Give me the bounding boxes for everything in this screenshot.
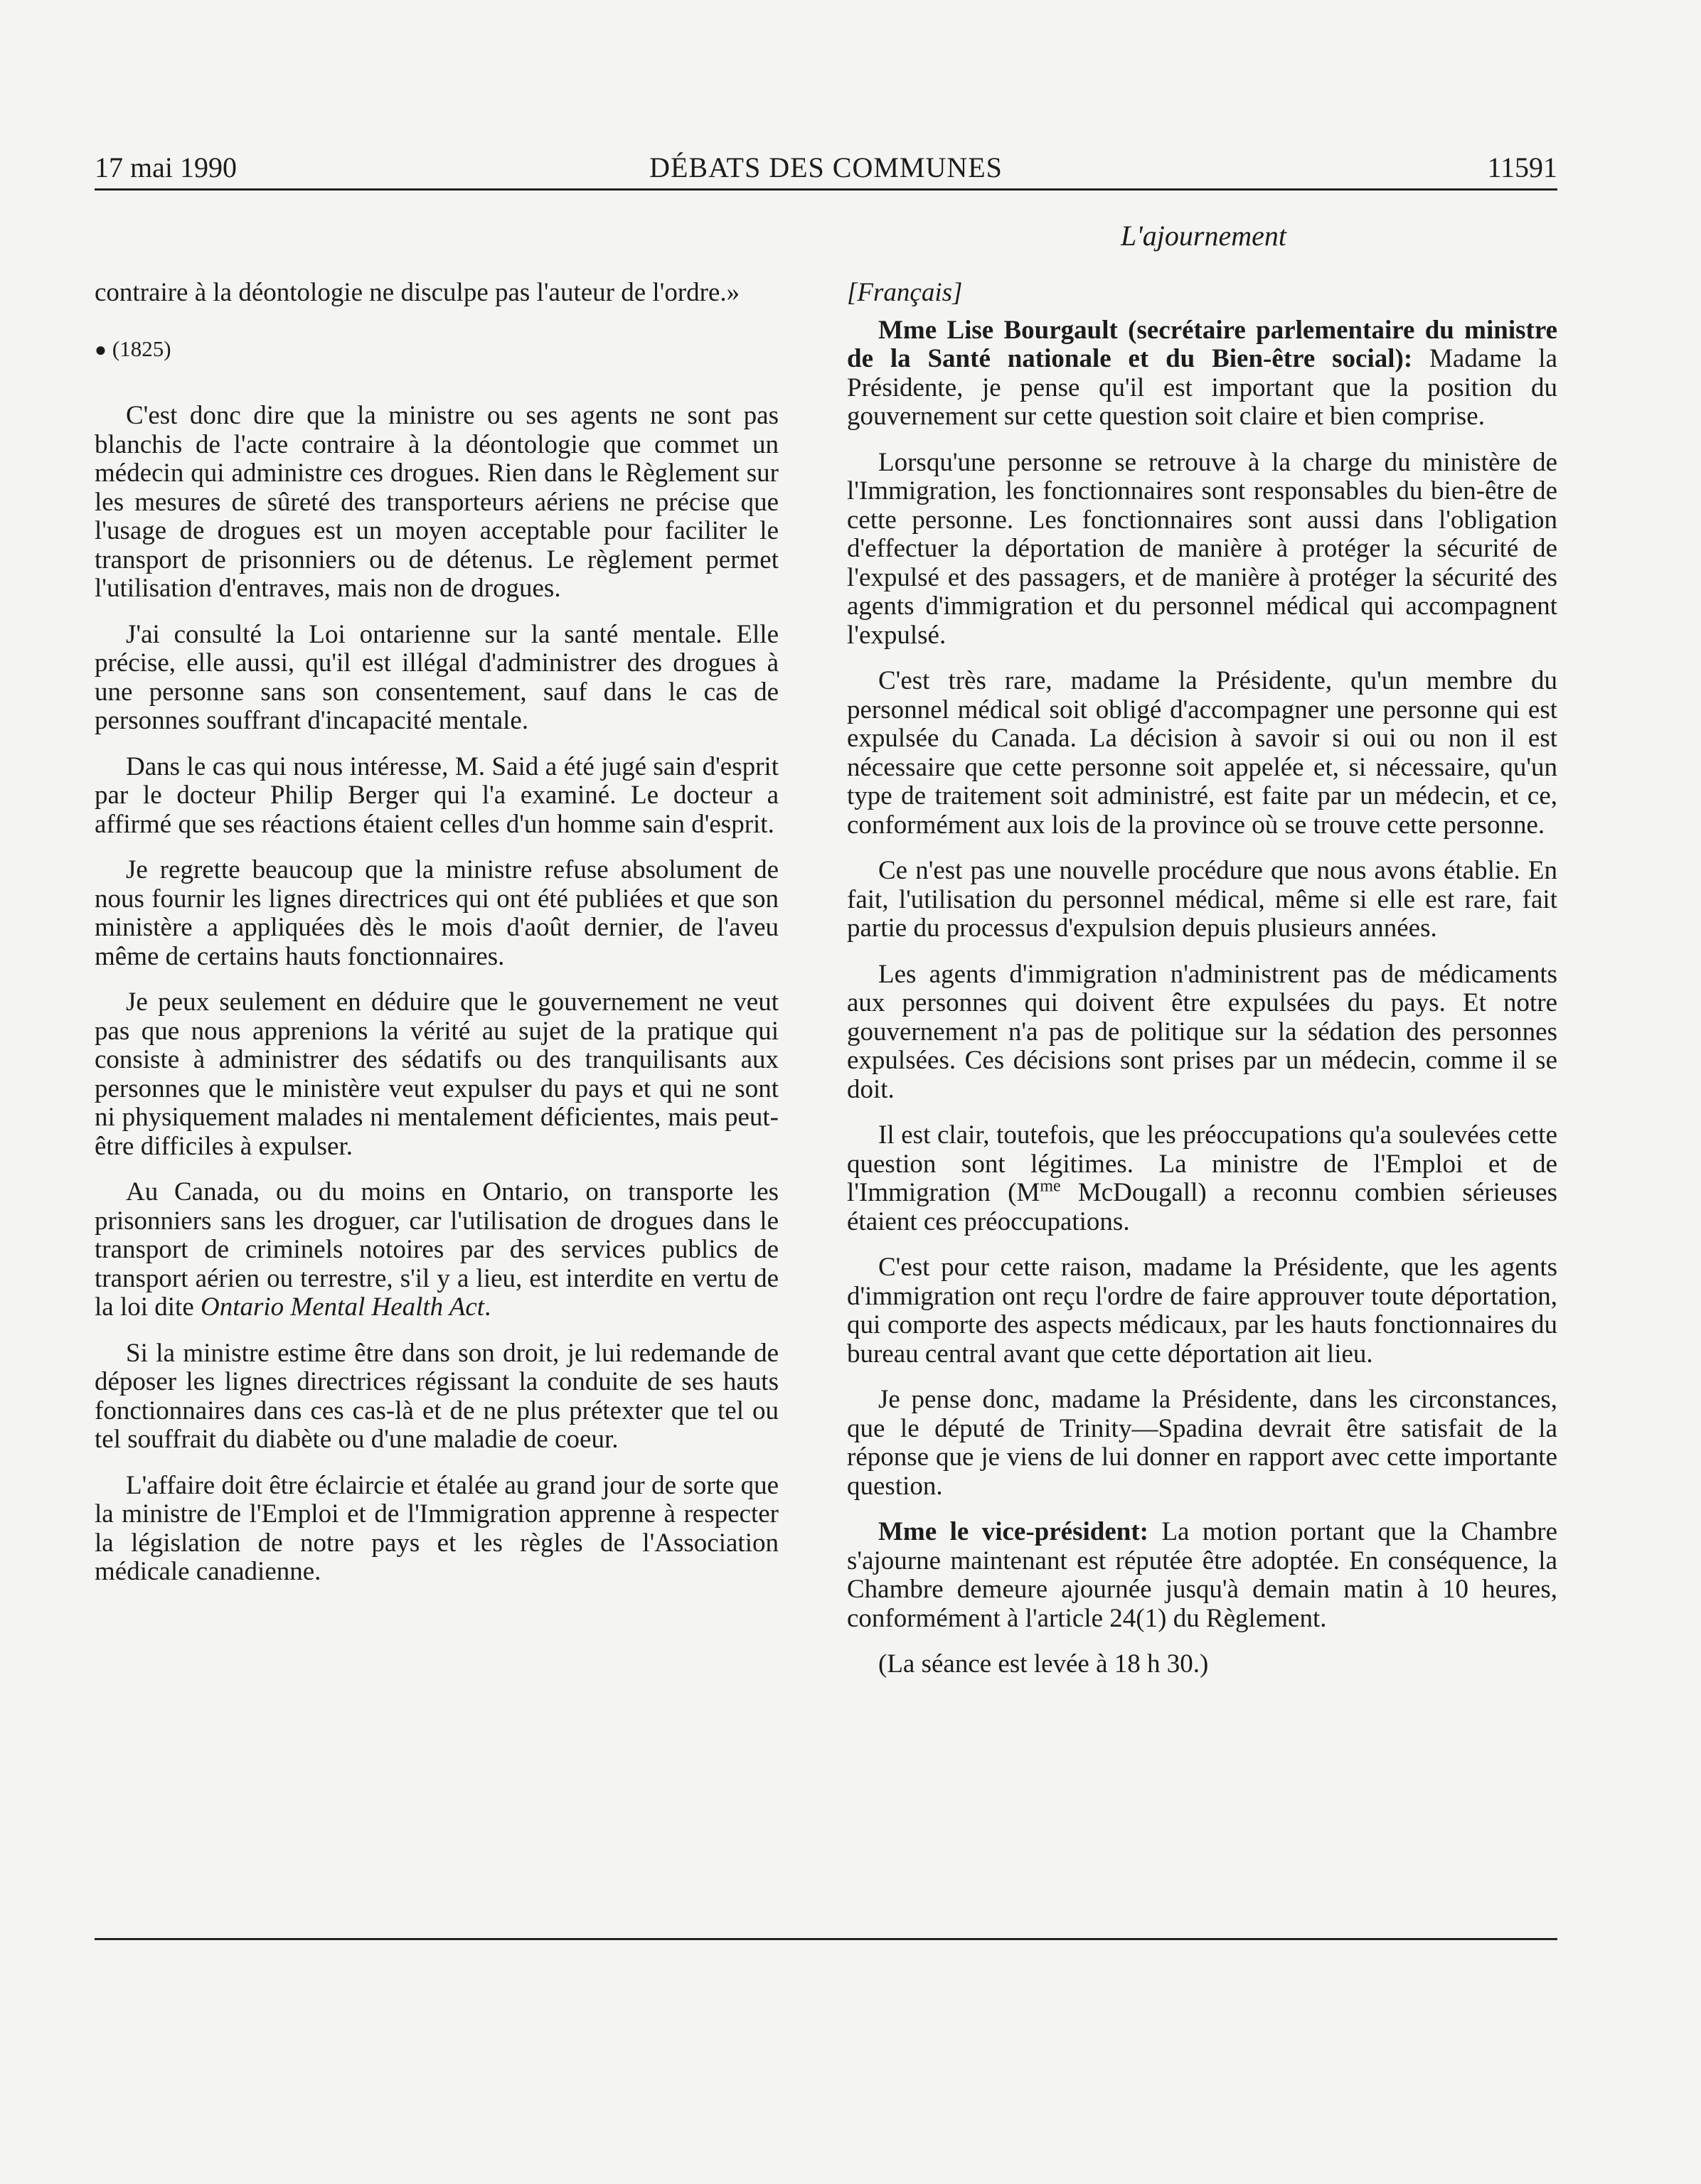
language-text: Français: [857, 278, 953, 307]
time-marker: [95, 335, 779, 365]
bullet-icon: ●: [95, 338, 107, 361]
paragraph: L'affaire doit être éclaircie et étalée au grand jour de sorte que la ministre de l'Emploi et de l'Immigration apprenne à respecter la législation de notre pays et les règles de l'Association médicale canadienne.: [95, 1470, 779, 1586]
left-column: [95, 279, 779, 1604]
superscript: me: [1040, 1177, 1061, 1196]
paragraph: Je regrette beaucoup que la ministre refuse absolument de nous fournir les lignes directrices qui ont été publiées et que son ministère a appliquées dès le mois d'août dernier, de l'aveu même de certains hauts fonctionnaires.: [95, 855, 779, 971]
adjournment-note: (La séance est levée à 18 h 30.): [878, 1649, 1209, 1679]
paragraph: C'est pour cette raison, madame la Présidente, que les agents d'immigration ont reçu l'ordre de faire approuver toute déportation, qui comporte des aspects médicaux, par les hauts fonctionnaires du bureau central avant que cette déportation ait lieu.: [847, 1253, 1557, 1369]
speaker-name: Mme Lise Bourgault (secrétaire parlementaire du ministre de la Santé nationale et du Bien-être social):: [847, 315, 1557, 373]
running-header: [95, 148, 1557, 188]
paragraph: Je peux seulement en déduire que le gouvernement ne veut pas que nous apprenions la vérité au sujet de la pratique qui consiste à administrer des sédatifs ou des tranquilisants aux personnes que le ministère veut expulser du pays et qui ne sont ni physiquement malades ni mentalement déficientes, mais peut-être difficiles à expulser.: [95, 987, 779, 1161]
paragraph: C'est donc dire que la ministre ou ses agents ne sont pas blanchis de l'acte contraire à la déontologie que commet un médecin qui administre ces drogues. Rien dans le Règlement sur les mesures de sûreté des transporteurs aériens ne précise que l'usage de drogues est un moyen acceptable pour faciliter le transport de prisonniers ou de détenus. Le règlement permet l'utilisation d'entraves, mais non de drogues.: [95, 401, 779, 603]
paragraph: C'est très rare, madame la Présidente, qu'un membre du personnel médical soit obligé d'accompagner une personne qui est expulsée du Canada. La décision à savoir si oui ou non il est nécessaire que cette personne soit appelée et, si nécessaire, qu'un type de traitement soit administré, est faite par un médecin, et ce, conformément aux lois de la province où se trouve cette personne.: [847, 666, 1557, 840]
paragraph-text: Il est clair, toutefois, que les préoccupations qu'a soulevées cette question sont légitimes. La ministre de l'Emploi et de l'Immigration (M: [847, 1120, 1557, 1207]
paragraph-text: Madame la Présidente, je pense qu'il est important que la position du gouvernement sur cette question soit claire et bien comprise.: [847, 344, 1557, 431]
paragraph: contraire à la déontologie ne disculpe pas l'auteur de l'ordre.»: [95, 278, 740, 307]
paragraph: Les agents d'immigration n'administrent pas de médicaments aux personnes qui doivent être expulsées du pays. Et notre gouvernement n'a pas de politique sur la sédation des personnes expulsées. Ces décisions sont prises par un médecin, comme il se doit.: [847, 959, 1557, 1104]
paragraph: [847, 1518, 1557, 1633]
paragraph-text: La motion portant que la Chambre s'ajourne maintenant est réputée être adoptée. En conséquence, la Chambre demeure ajournée jusqu'à demain matin à 10 heures, conformément à l'article 24(1) du Règlement.: [847, 1517, 1558, 1633]
paragraph-text: Au Canada, ou du moins en Ontario, on transporte les prisonniers sans les droguer, car l'utilisation de drogues dans le transport de criminels notoires par des services publics de transport aérien ou terrestre, s'il y a lieu, est interdite en vertu de la loi dite: [95, 1177, 779, 1322]
footer-rule: [95, 1938, 1557, 1940]
header-title: DÉBATS DES COMMUNES: [649, 151, 1003, 183]
paragraph: Dans le cas qui nous intéresse, M. Said a été jugé sain d'esprit par le docteur Philip Berger qui l'a examiné. Le docteur a affirmé que ses réactions étaient celles d'un homme sain d'esprit.: [95, 751, 779, 839]
paragraph: Ce n'est pas une nouvelle procédure que nous avons établie. En fait, l'utilisation du personnel médical, même si elle est rare, fait partie du processus d'expulsion depuis plusieurs années.: [847, 856, 1557, 943]
speaker-name: Mme le vice-président:: [878, 1517, 1148, 1546]
paragraph-end: .: [484, 1292, 491, 1322]
paragraph: J'ai consulté la Loi ontarienne sur la santé mentale. Elle précise, elle aussi, qu'il est illégal d'administrer des drogues à une personne sans son consentement, sauf dans le cas de personnes souffrant d'incapacité mentale.: [95, 619, 779, 735]
paragraph: [95, 1178, 779, 1322]
page: [95, 0, 1557, 2184]
paragraph: Si la ministre estime être dans son droit, je lui redemande de déposer les lignes directrices régissant la conduite de ses hauts fonctionnaires dans ces cas-là et de ne plus prétexter que tel ou tel souffrait du diabète ou d'une maladie de coeur.: [95, 1338, 779, 1454]
page-number: 11591: [1487, 151, 1557, 183]
header-rule: [95, 188, 1557, 191]
paragraph: [847, 1121, 1557, 1236]
time-marker-text: (1825): [112, 336, 171, 361]
section-title: L'ajournement: [1121, 220, 1286, 252]
paragraph: Lorsqu'une personne se retrouve à la charge du ministère de l'Immigration, les fonctionnaires sont responsables du bien-être de cette personne. Les fonctionnaires sont aussi dans l'obligation d'effectuer la déportation de manière à protéger la sécurité de l'expulsé et des passagers, et de manière à protéger la sécurité des agents d'immigration et du personnel médical qui accompagnent l'expulsé.: [847, 447, 1557, 650]
paragraph: [847, 316, 1557, 432]
right-column: [847, 279, 1557, 1696]
paragraph: Je pense donc, madame la Présidente, dans les circonstances, que le député de Trinity—Spadina devrait être satisfait de la réponse que je viens de lui donner en rapport avec cette importante question.: [847, 1385, 1557, 1501]
language-tag: [Français]: [847, 278, 963, 307]
act-title: Ontario Mental Health Act: [201, 1292, 485, 1322]
header-date: 17 mai 1990: [95, 151, 237, 183]
paragraph-text: McDougall) a reconnu combien sérieuses étaient ces préoccupations.: [847, 1178, 1557, 1236]
